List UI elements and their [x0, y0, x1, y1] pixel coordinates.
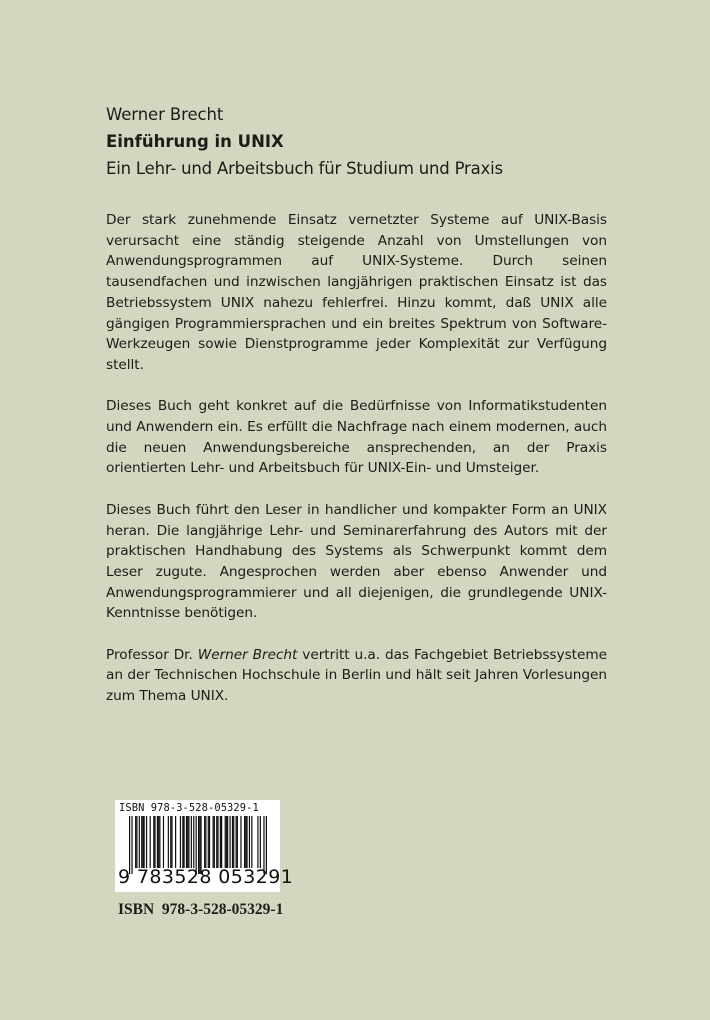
book-subtitle: Ein Lehr- und Arbeitsbuch für Studium und Praxis — [106, 159, 503, 178]
barcode-isbn-label: ISBN 978-3-528-05329-1 — [119, 802, 259, 814]
book-title: Einführung in UNIX — [106, 132, 284, 151]
author-bio-prefix: Professor Dr. — [106, 646, 198, 663]
barcode-digits: 9 783528 053291 — [118, 866, 294, 888]
isbn-footer: ISBN 978-3-528-05329-1 — [118, 901, 284, 918]
blurb-paragraph-2: Dieses Buch geht konkret auf die Bedürfnisse von Informatikstudenten und Anwendern ein. Es erfüllt die Nachfrage nach einem modernen, auch die neuen Anwendungsbereiche ansprechenden, an der Praxis orientierten Lehr- und Arbeitsbuch für UNIX-Ein- und Umsteiger. — [106, 398, 607, 477]
blurb-paragraph-1: Der stark zunehmende Einsatz vernetzter Systeme auf UNIX-Basis verursacht eine ständig steigende Anzahl von Umstellungen von Anwendungsprogrammen auf UNIX-Systeme. Durch seinen tausendfachen und inzwischen langjährigen praktischen Einsatz ist das Betriebssystem UNIX nahezu fehlerfrei. Hinzu kommt, daß UNIX alle gängigen Programmiersprachen und ein breites Spektrum von Software-Werkzeugen sowie Dienstprogramme jeder Komplexität zur Verfügung stellt. — [106, 212, 607, 373]
isbn-barcode — [115, 800, 294, 892]
author-bio-name: Werner Brecht — [197, 646, 298, 663]
author-bio — [106, 645, 607, 707]
cover-header — [106, 103, 626, 182]
blurb-text — [106, 210, 607, 728]
author-name: Werner Brecht — [106, 105, 224, 124]
blurb-paragraph-3: Dieses Buch führt den Leser in handlicher und kompakter Form an UNIX heran. Die langjährige Lehr- und Seminarerfahrung des Autors mit der praktischen Handhabung des Systems als Schwerpunkt kommt dem Leser zugute. Angesprochen werden aber ebenso Anwender und Anwendungsprogrammierer und all diejenigen, die grundlegende UNIX-Kenntnisse benötigen. — [106, 501, 607, 622]
author-bio-suffix: vertritt u.a. das Fachgebiet Betriebssysteme an der Technischen Hochschule in Berlin und hält seit Jahren Vorlesungen zum Thema UNIX. — [106, 646, 607, 705]
